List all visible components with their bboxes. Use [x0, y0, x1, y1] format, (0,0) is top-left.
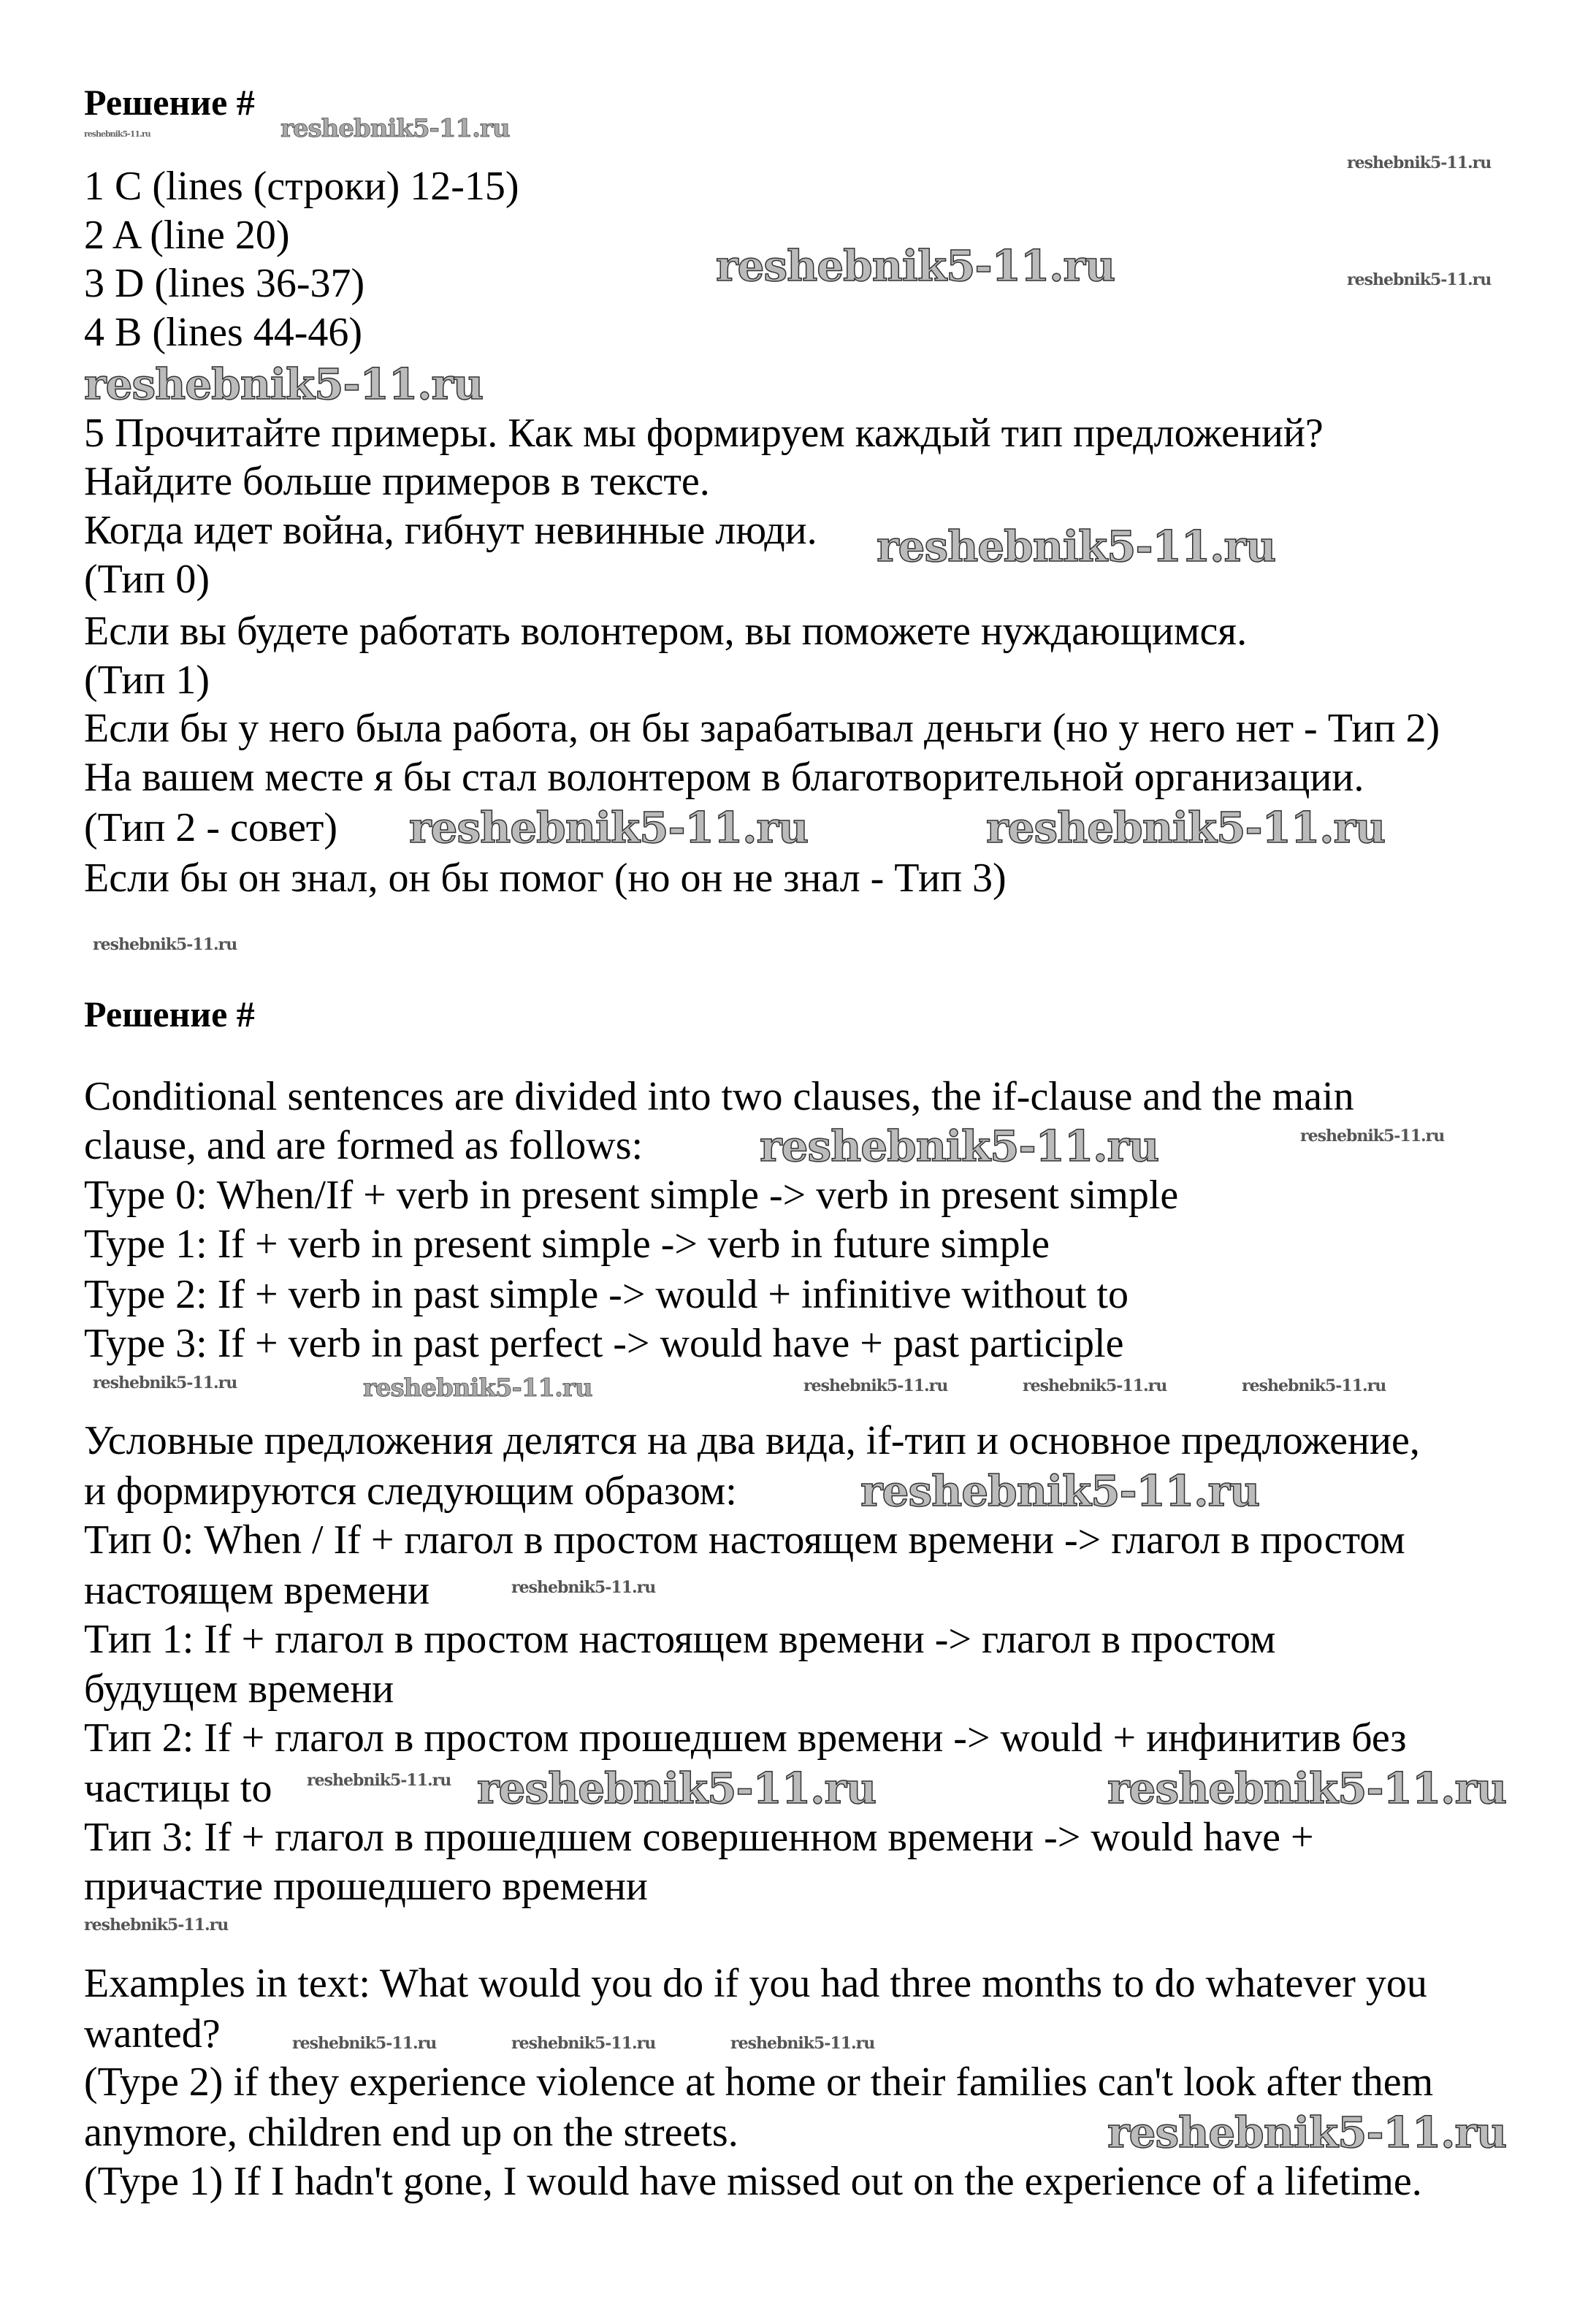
watermark: reshebnik5-11.ru	[986, 803, 1386, 853]
text-line: (Type 1) If I hadn't gone, I would have missed out on the experience of a lifetime.	[84, 2159, 1422, 2204]
text-line: частицы to	[84, 1766, 272, 1811]
text-line: Type 3: If + verb in past perfect -> would have + past participle	[84, 1321, 1124, 1366]
text-line: Тип 3: If + глагол в прошедшем совершенном времени -> would have +	[84, 1815, 1314, 1860]
watermark: reshebnik5-11.ru	[84, 359, 484, 409]
text-line: Тип 0: When / If + глагол в простом настоящем времени -> глагол в простом	[84, 1517, 1405, 1563]
watermark: reshebnik5-11.ru	[84, 1916, 229, 1935]
watermark: reshebnik5-11.ru	[409, 803, 809, 853]
watermark: reshebnik5-11.ru	[84, 129, 150, 139]
text-line: Тип 1: If + глагол в простом настоящем времени -> глагол в простом	[84, 1617, 1276, 1662]
text-line: Если бы он знал, он бы помог (но он не знал - Тип 3)	[84, 855, 1007, 901]
text-line: 5 Прочитайте примеры. Как мы формируем каждый тип предложений?	[84, 411, 1324, 456]
text-line: причастие прошедшего времени	[84, 1864, 648, 1909]
text-line: anymore, children end up on the streets.	[84, 2110, 738, 2155]
text-line: 3 D (lines 36-37)	[84, 261, 365, 306]
watermark: reshebnik5-11.ru	[1347, 270, 1492, 289]
text-line: Type 1: If + verb in present simple -> verb in future simple	[84, 1221, 1050, 1267]
text-line: (Тип 2 - совет)	[84, 805, 337, 850]
text-line: (Тип 0)	[84, 557, 210, 602]
watermark: reshebnik5-11.ru	[1107, 2108, 1507, 2157]
text-line: будущем времени	[84, 1666, 394, 1712]
text-line: Type 0: When/If + verb in present simple -> verb in present simple	[84, 1173, 1179, 1218]
text-line: (Тип 1)	[84, 658, 210, 703]
watermark: reshebnik5-11.ru	[730, 2034, 875, 2053]
text-line: и формируются следующим образом:	[84, 1468, 737, 1514]
section-heading: Решение #	[84, 994, 255, 1034]
text-line: настоящем времени	[84, 1568, 430, 1613]
section-heading: Решение #	[84, 82, 255, 123]
text-line: Если вы будете работать волонтером, вы поможете нуждающимся.	[84, 609, 1248, 654]
text-line: (Type 2) if they experience violence at home or their families can't look after them	[84, 2059, 1434, 2105]
text-line: 4 B (lines 44-46)	[84, 310, 363, 355]
watermark: reshebnik5-11.ru	[760, 1121, 1159, 1171]
text-line: Условные предложения делятся на два вида, if-тип и основное предложение,	[84, 1418, 1420, 1463]
text-line: Когда идет война, гибнут невинные люди.	[84, 508, 817, 553]
watermark: reshebnik5-11.ru	[803, 1376, 948, 1395]
watermark: reshebnik5-11.ru	[477, 1764, 877, 1813]
watermark: reshebnik5-11.ru	[1107, 1764, 1507, 1813]
watermark: reshebnik5-11.ru	[1300, 1127, 1445, 1146]
watermark: reshebnik5-11.ru	[716, 241, 1115, 291]
watermark: reshebnik5-11.ru	[1242, 1376, 1386, 1395]
text-line: На вашем месте я бы стал волонтером в благотворительной организации.	[84, 755, 1364, 800]
watermark: reshebnik5-11.ru	[860, 1466, 1260, 1516]
watermark: reshebnik5-11.ru	[511, 2034, 656, 2053]
watermark: reshebnik5-11.ru	[1347, 153, 1492, 172]
watermark: reshebnik5-11.ru	[280, 114, 510, 143]
watermark: reshebnik5-11.ru	[93, 935, 237, 954]
watermark: reshebnik5-11.ru	[292, 2034, 437, 2053]
text-line: 2 A (line 20)	[84, 213, 290, 258]
watermark: reshebnik5-11.ru	[1023, 1376, 1167, 1395]
text-line: 1 C (lines (строки) 12-15)	[84, 164, 519, 209]
text-line: clause, and are formed as follows:	[84, 1123, 644, 1168]
watermark: reshebnik5-11.ru	[511, 1578, 656, 1597]
text-line: Если бы у него была работа, он бы зарабатывал деньги (но у него нет - Тип 2)	[84, 706, 1440, 751]
text-line: Conditional sentences are divided into two clauses, the if-clause and the main	[84, 1074, 1354, 1119]
text-line: wanted?	[84, 2011, 221, 2057]
text-line: Найдите больше примеров в тексте.	[84, 459, 710, 504]
text-line: Type 2: If + verb in past simple -> would + infinitive without to	[84, 1272, 1129, 1317]
watermark: reshebnik5-11.ru	[307, 1771, 451, 1790]
text-line: Examples in text: What would you do if you had three months to do whatever you	[84, 1961, 1427, 2006]
watermark: reshebnik5-11.ru	[877, 522, 1276, 571]
text-line: Тип 2: If + глагол в простом прошедшем времени -> would + инфинитив без	[84, 1715, 1407, 1761]
watermark: reshebnik5-11.ru	[363, 1373, 592, 1403]
watermark: reshebnik5-11.ru	[93, 1373, 237, 1392]
